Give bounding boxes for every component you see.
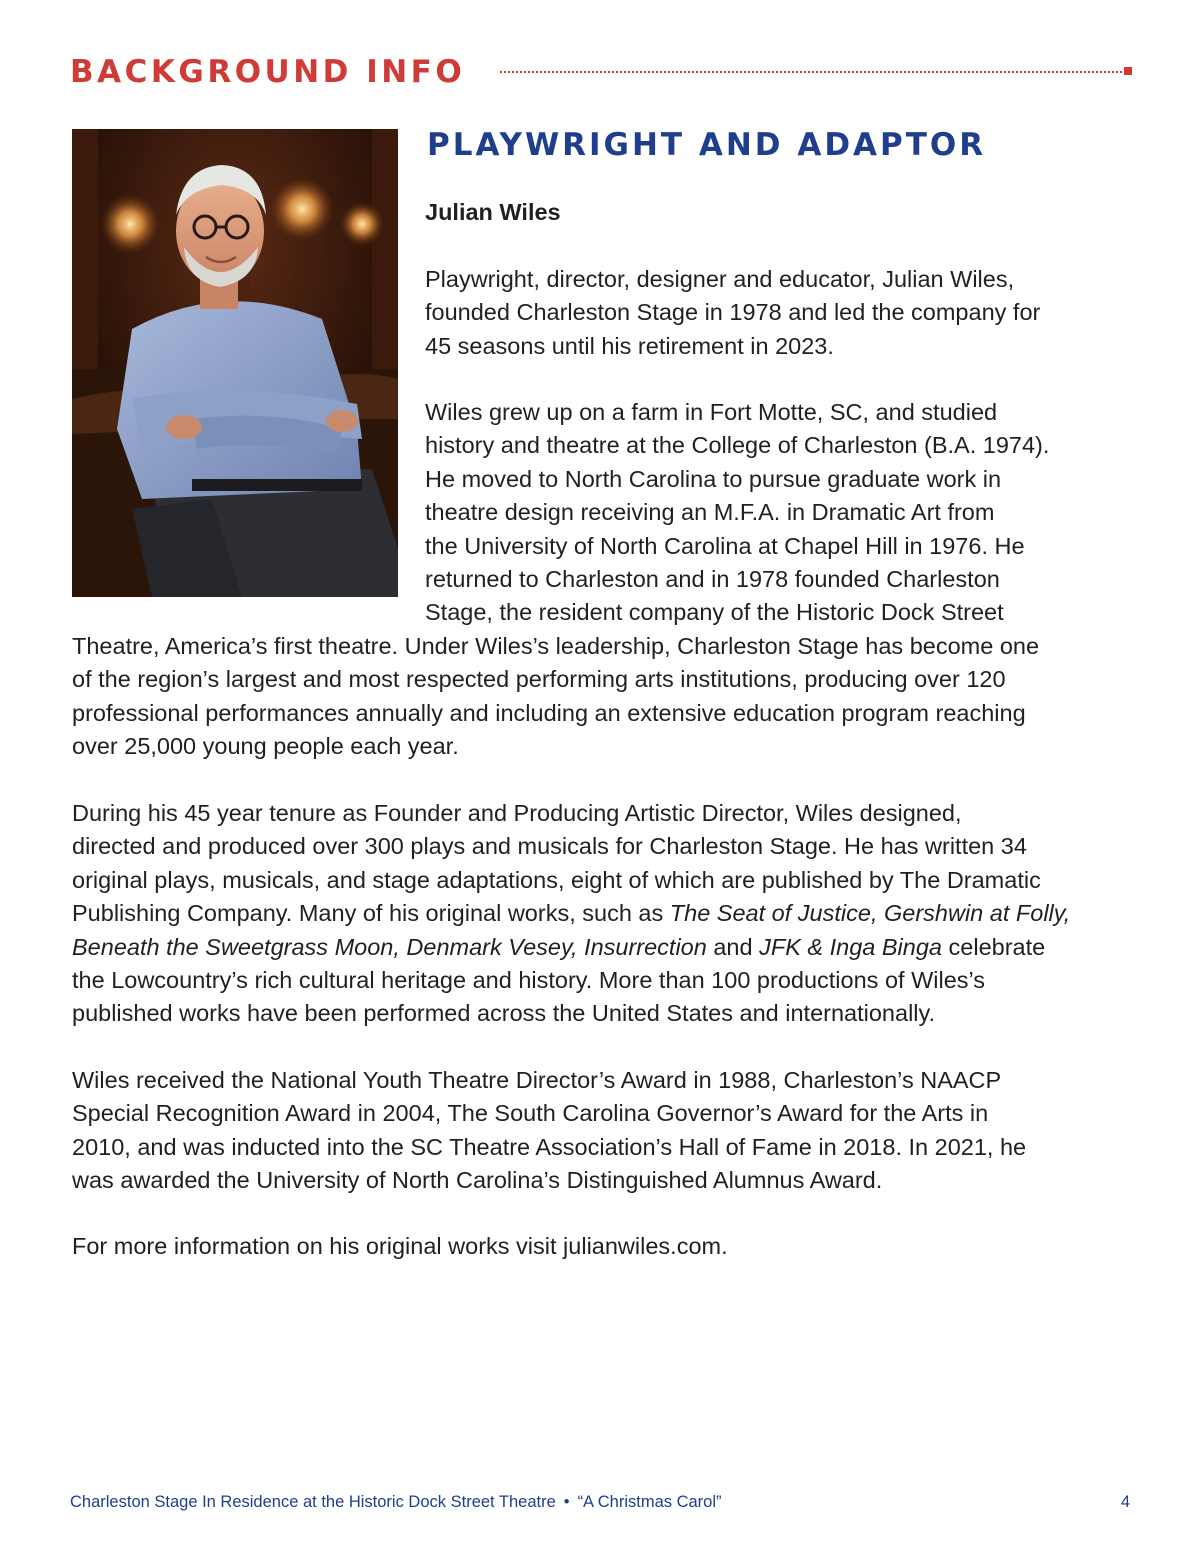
page-number: 4 [1120, 1493, 1130, 1511]
text-line [72, 931, 1132, 964]
text-line: over 25,000 young people each year. [72, 732, 459, 759]
section-header [70, 50, 1132, 96]
italic-work-titles: The Seat of Justice, Gershwin at Folly, [669, 900, 1071, 927]
text-run: celebrate [942, 933, 1046, 960]
text-line: returned to Charleston and in 1978 founded Charleston [425, 565, 1000, 592]
text-line: Wiles grew up on a farm in Fort Motte, SC, and studied [425, 399, 998, 425]
paragraph-awards [72, 1064, 1132, 1198]
footer-separator: • [563, 1493, 570, 1511]
text-run: Publishing Company. Many of his original works, such as [72, 900, 670, 927]
footer-left-text: Charleston Stage In Residence at the Historic Dock Street Theatre [70, 1493, 556, 1511]
text-line: Playwright, director, designer and educator, Julian Wiles, [425, 266, 1015, 292]
text-line: published works have been performed across the United States and internationally. [72, 1000, 936, 1027]
paragraph-biography [72, 396, 1132, 763]
text-line: He moved to North Carolina to pursue graduate work in [425, 465, 1002, 492]
text-line: For more information on his original works visit julianwiles.com. [72, 1233, 728, 1259]
text-line: of the region’s largest and most respected performing arts institutions, producing over 120 [72, 666, 1006, 693]
header-rule-end-square [1124, 67, 1132, 75]
text-line: directed and produced over 300 plays and musicals for Charleston Stage. He has written 34 [72, 833, 1027, 860]
text-line: theatre design receiving an M.F.A. in Dramatic Art from [425, 499, 995, 526]
text-line: professional performances annually and including an extensive education program reaching [72, 699, 1026, 726]
paragraph-intro [72, 263, 1132, 363]
text-line: Special Recognition Award in 2004, The South Carolina Governor’s Award for the Arts in [72, 1100, 989, 1127]
text-line: the Lowcountry’s rich cultural heritage and history. More than 100 productions of Wiles’s [72, 966, 986, 993]
section-title: BACKGROUND INFO [70, 54, 466, 90]
text-line: the University of North Carolina at Chapel Hill in 1976. He [425, 532, 1025, 559]
person-name: Julian Wiles [425, 199, 561, 225]
paragraph-more-info [72, 1230, 1132, 1263]
footer-credit [70, 1490, 722, 1514]
footer-right-text: “A Christmas Carol” [577, 1493, 722, 1511]
header-dotted-rule [500, 71, 1122, 73]
paragraph-tenure [72, 797, 1132, 1031]
text-line: 45 seasons until his retirement in 2023. [425, 332, 834, 359]
text-line: 2010, and was inducted into the SC Theatre Association’s Hall of Fame in 2018. In 2021, he [72, 1133, 1027, 1160]
text-line: history and theatre at the College of Charleston (B.A. 1974). [425, 432, 1050, 459]
text-line: Wiles received the National Youth Theatre Director’s Award in 1988, Charleston’s NAACP [72, 1067, 1002, 1093]
italic-work-titles: Beneath the Sweetgrass Moon, Denmark Vesey, Insurrection [72, 933, 707, 960]
text-line: Stage, the resident company of the Historic Dock Street [425, 599, 1004, 626]
italic-work-title: JFK & Inga Binga [759, 933, 942, 960]
text-line: During his 45 year tenure as Founder and Producing Artistic Director, Wiles designed, [72, 800, 962, 826]
text-run: and [706, 933, 760, 960]
text-line: original plays, musicals, and stage adaptations, eight of which are published by The Dramatic [72, 866, 1041, 893]
text-line: Theatre, America’s first theatre. Under Wiles’s leadership, Charleston Stage has become one [72, 632, 1040, 659]
text-line: was awarded the University of North Carolina’s Distinguished Alumnus Award. [72, 1167, 883, 1194]
text-line: founded Charleston Stage in 1978 and led the company for [425, 299, 1041, 326]
text-line [72, 897, 1132, 930]
article-heading: PLAYWRIGHT AND ADAPTOR [427, 127, 987, 163]
